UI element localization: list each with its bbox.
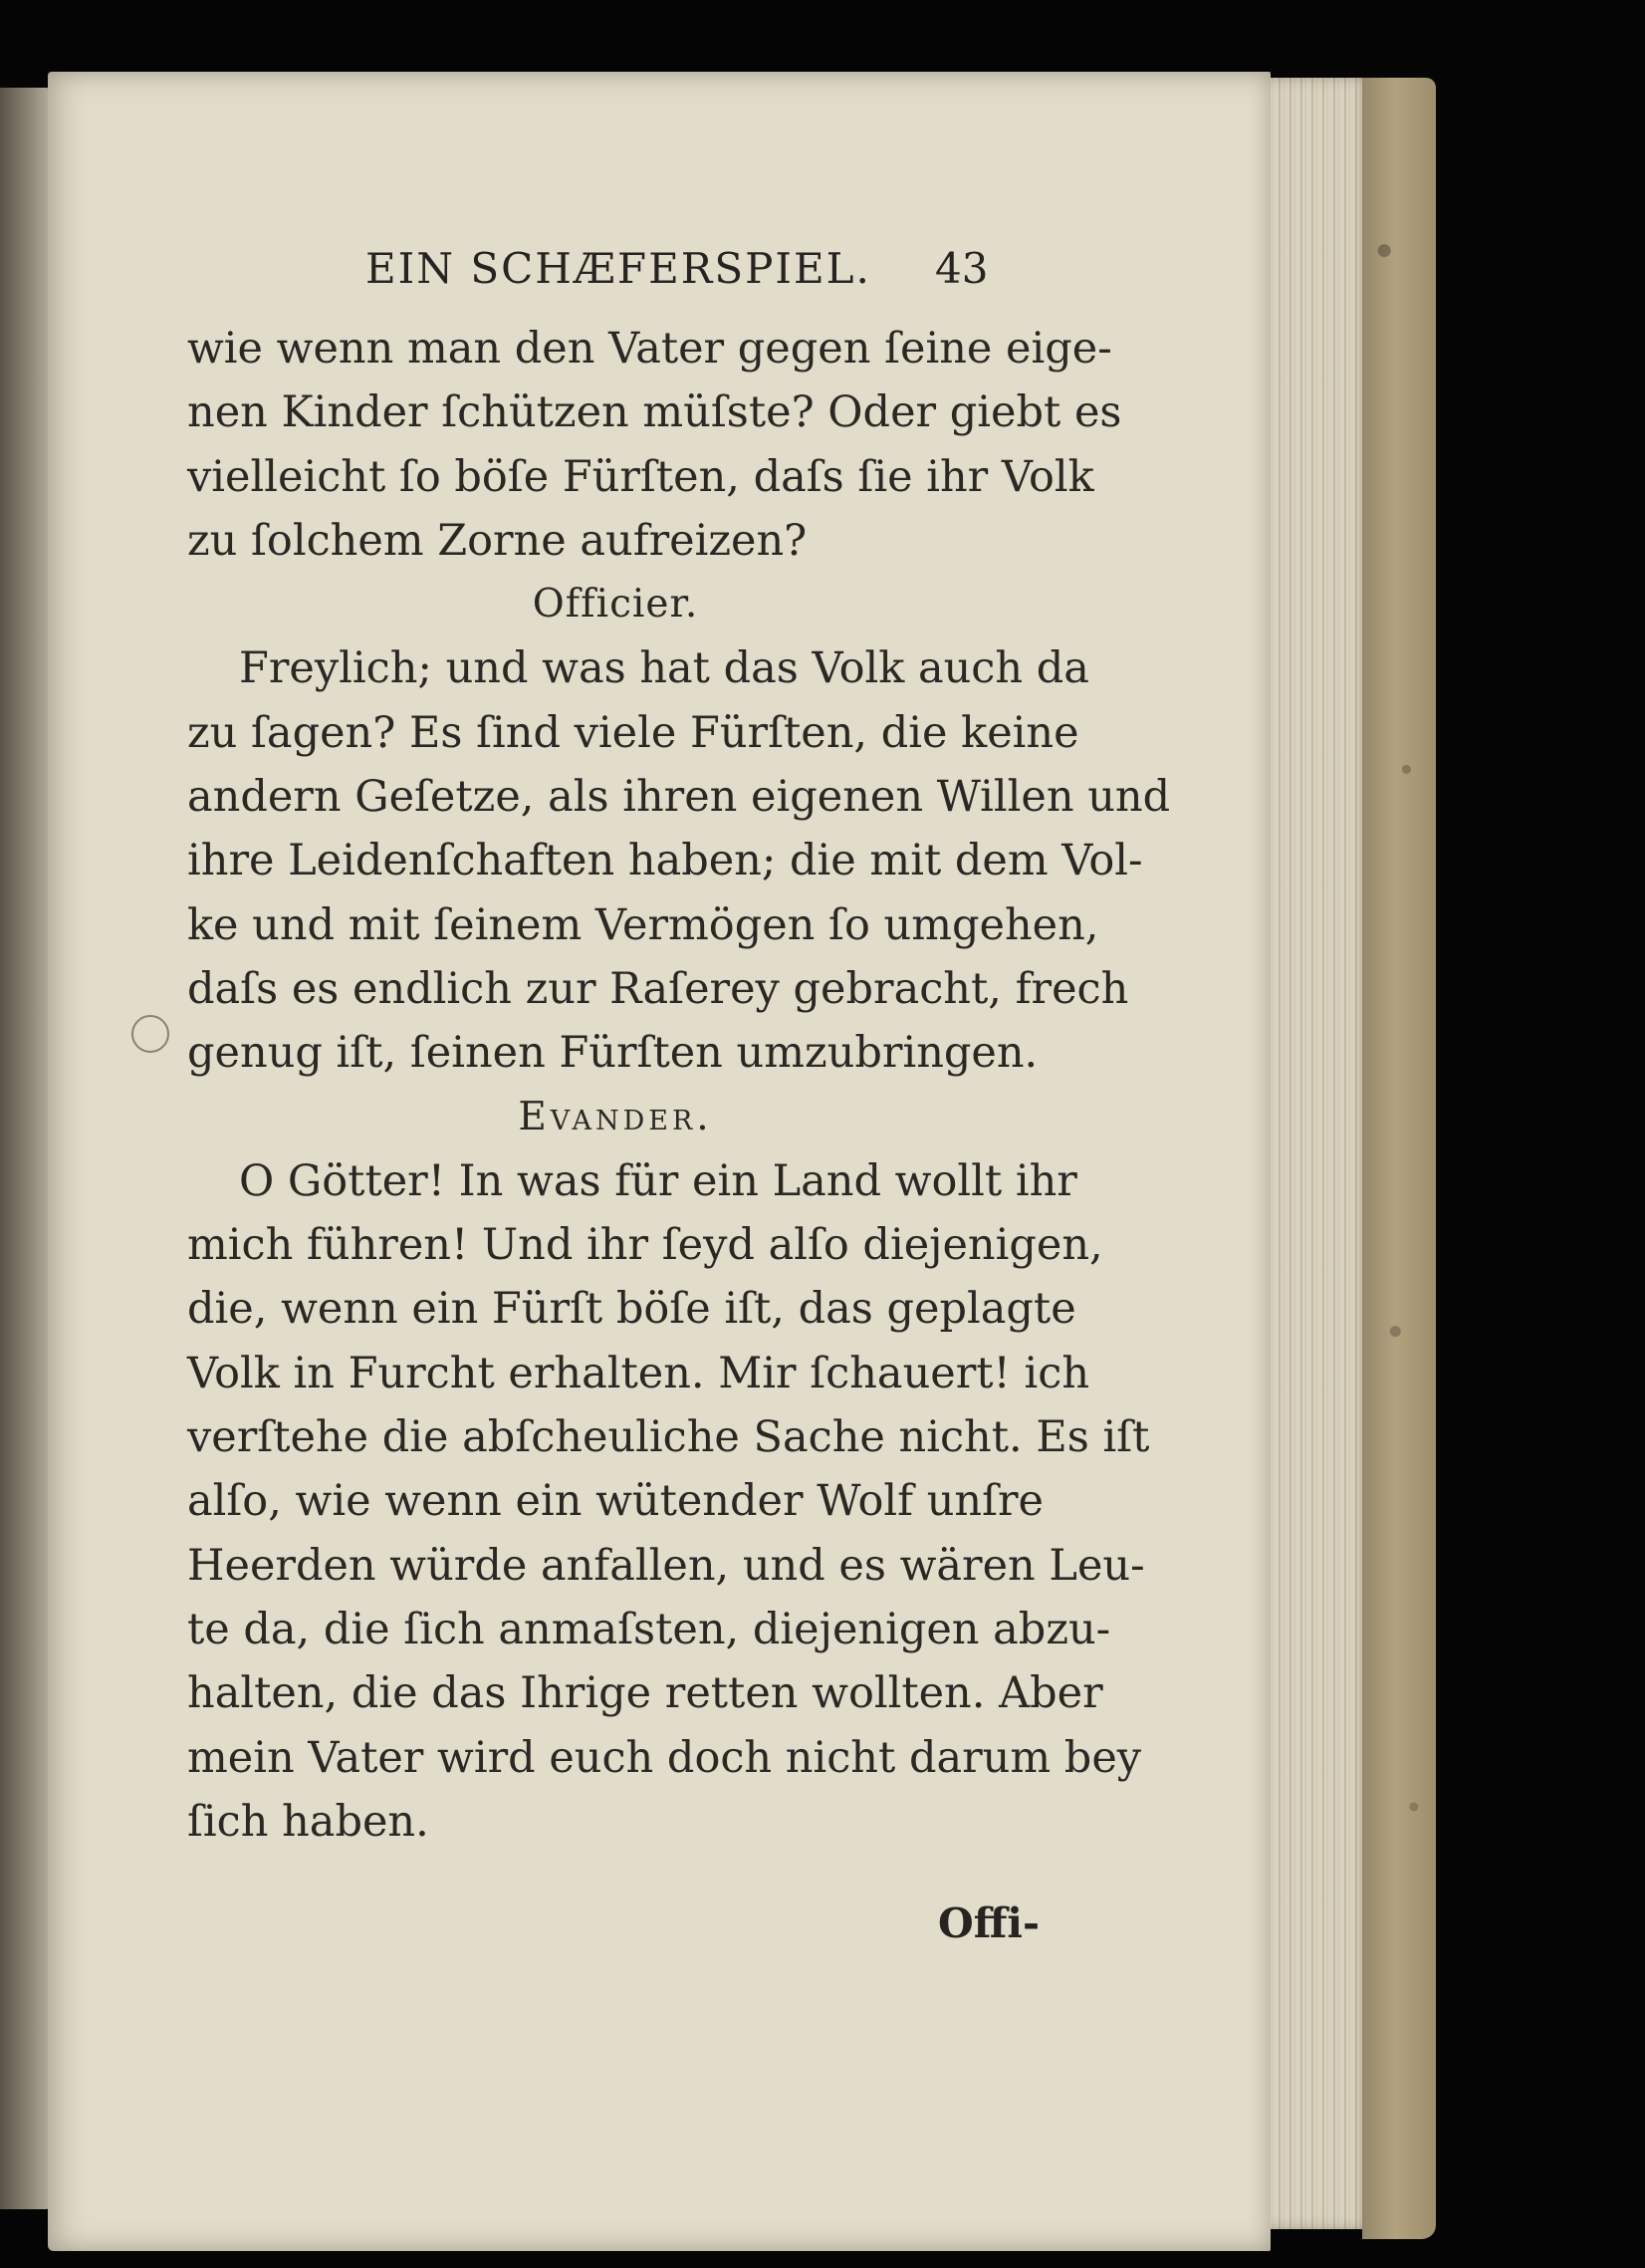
text-line: Volk in Furcht erhalten. Mir ſchauert! ich xyxy=(187,1348,1090,1398)
text-line: nen Kinder ſchützen müſste? Oder giebt es xyxy=(187,387,1122,438)
text-line: O Götter! In was für ein Land wollt ihr xyxy=(239,1155,1077,1206)
text-line: daſs es endlich zur Raſerey gebracht, frech xyxy=(187,963,1129,1014)
text-line: Freylich; und was hat das Volk auch da xyxy=(239,643,1089,694)
running-title: EIN SCHÆFERSPIEL. xyxy=(365,244,871,293)
page-number: 43 xyxy=(935,244,989,293)
speaker-heading-officier: Officier. xyxy=(532,582,699,628)
text-line: te da, die ſich anmaſsten, diejenigen abzu- xyxy=(187,1604,1111,1654)
running-head xyxy=(254,244,1051,308)
margin-stain-mark xyxy=(131,1015,169,1053)
cover-foxing xyxy=(1362,78,1436,2239)
text-line: wie wenn man den Vater gegen ſeine eige- xyxy=(187,324,1112,374)
page-text xyxy=(187,317,1171,1854)
text-line: andern Geſetze, als ihren eigenen Willen und xyxy=(187,772,1171,823)
text-line: verſtehe die abſcheuliche Sache nicht. Es iſt xyxy=(187,1412,1150,1463)
text-line: ihre Leidenſchaften haben; die mit dem Vol- xyxy=(187,836,1143,886)
catchword: Offi- xyxy=(938,1899,1040,1947)
facing-page-edge xyxy=(0,88,52,2209)
text-line: zu ſolchem Zorne aufreizen? xyxy=(187,515,808,566)
speaker-heading-evander: Evander. xyxy=(518,1094,713,1139)
text-line: halten, die das Ihrige retten wollten. Aber xyxy=(187,1668,1103,1719)
text-line: genug iſt, ſeinen Fürſten umzubringen. xyxy=(187,1028,1039,1079)
text-line: Heerden würde anfallen, und es wären Leu- xyxy=(187,1540,1145,1591)
text-line: ſich haben. xyxy=(187,1796,429,1847)
text-line: die, wenn ein Fürſt böſe iſt, das geplagte xyxy=(187,1284,1076,1335)
text-line: mich führen! Und ihr ſeyd alſo diejenigen, xyxy=(187,1220,1103,1271)
text-line: mein Vater wird euch doch nicht darum bey xyxy=(187,1732,1142,1783)
text-line: zu ſagen? Es ſind viele Fürſten, die keine xyxy=(187,707,1079,758)
text-line: vielleicht ſo böſe Fürſten, daſs ſie ihr Volk xyxy=(187,451,1094,502)
text-line: alſo, wie wenn ein wütender Wolf unſre xyxy=(187,1476,1044,1527)
text-line: ke und mit ſeinem Vermögen ſo umgehen, xyxy=(187,899,1099,950)
